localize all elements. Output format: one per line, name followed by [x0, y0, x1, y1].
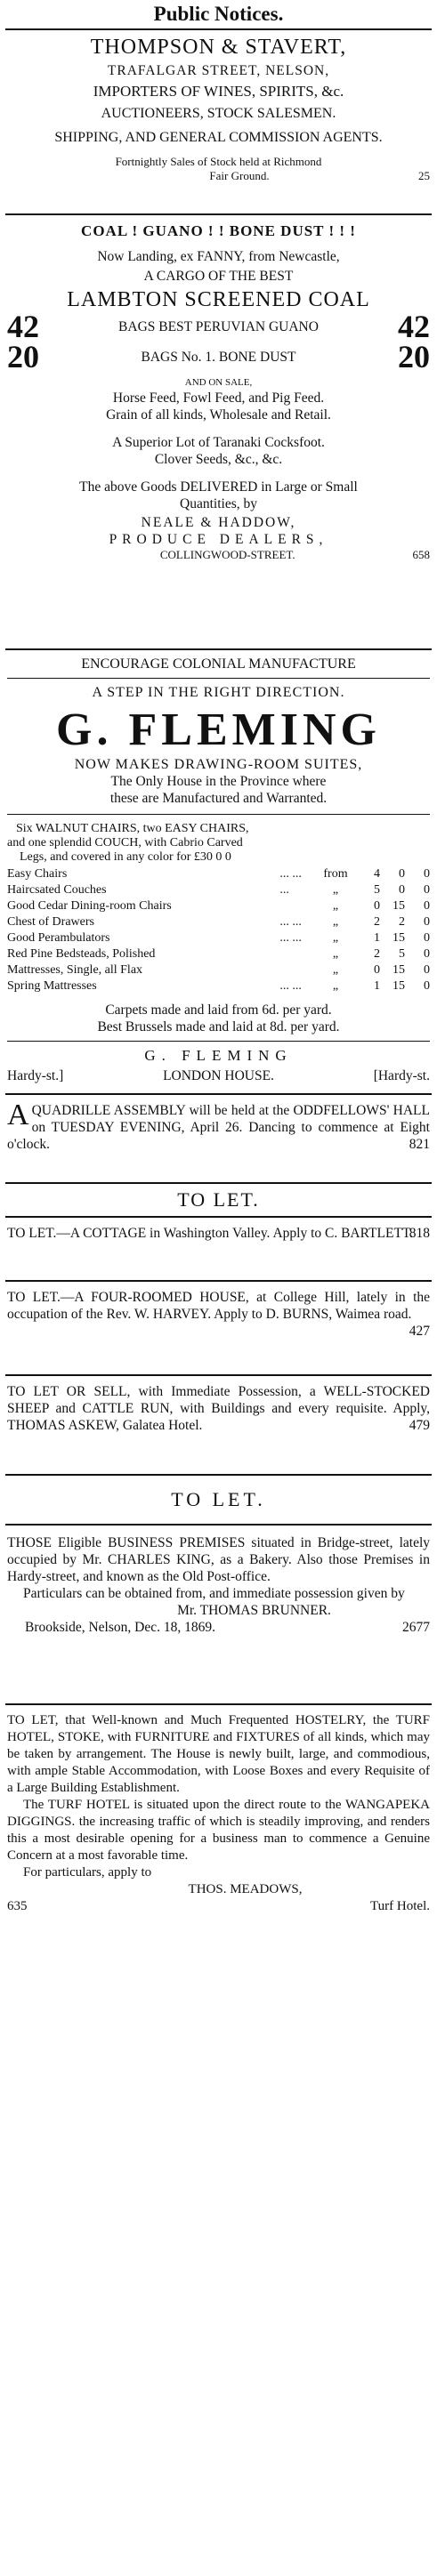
premises-text: THOSE Eligible BUSINESS PREMISES situated in Bridge-street, lately occupied by Mr. CHARLES KING, as a Bakery. Also those Premises in Hardy-street, and known as the Old Post-office. [7, 1535, 430, 1584]
firm-importers: IMPORTERS OF WINES, SPIRITS, &c. [93, 83, 344, 100]
price-pence: 0 [424, 931, 430, 945]
price-shillings: 15 [392, 899, 405, 913]
price-shillings: 15 [392, 979, 405, 993]
guano-row [7, 311, 430, 342]
cocksfoot-line: A Superior Lot of Taranaki Cocksfoot. [112, 435, 325, 450]
turf-hotel-ad [5, 1705, 432, 1919]
price-row [7, 930, 430, 946]
firm-auctioneers: AUCTIONEERS, STOCK SALESMEN. [101, 106, 336, 121]
section-title: Public Notices. [153, 3, 284, 25]
street-row [7, 548, 430, 562]
bone-row [7, 339, 430, 374]
price-pounds: 1 [374, 979, 380, 993]
item-dots: ... ... [279, 979, 302, 993]
price-row [7, 914, 430, 930]
ad-ref-number: 821 [409, 1137, 430, 1152]
london-house-row [7, 1067, 430, 1084]
ad-ref-number: 25 [418, 169, 430, 182]
item-dots [279, 962, 316, 978]
item-dots [279, 898, 316, 914]
item-name: Spring Mattresses [7, 979, 97, 993]
manufactured-line: these are Manufactured and Warranted. [109, 791, 328, 806]
ad-ref-number: 427 [409, 1324, 430, 1339]
item-qualifier: „ [332, 947, 339, 961]
grain-line: Grain of all kinds, Wholesale and Retail. [106, 407, 331, 423]
item-qualifier: „ [332, 963, 339, 977]
four-roomed-house-ad [5, 1282, 432, 1374]
price-shillings: 2 [399, 915, 405, 929]
item-name: Mattresses, Single, all Flax [7, 963, 143, 977]
firm-name-2: NEALE & HADDOW, [141, 515, 296, 530]
item-name: Good Perambulators [7, 931, 110, 945]
price-pounds: 0 [374, 963, 380, 977]
london-house: LONDON HOUSE. [163, 1068, 274, 1083]
landing-line: Now Landing, ex FANNY, from Newcastle, [97, 249, 340, 264]
neale-haddow-ad [5, 215, 432, 648]
only-house-line: The Only House in the Province where [110, 774, 327, 789]
sheep-run-text: TO LET OR SELL, with Immediate Possession, a WELL-STOCKED SHEEP and CATTLE RUN, with Buildings and every requisite. Apply, THOMAS ASKEW, Galatea Hotel. [7, 1384, 430, 1433]
price-row [7, 946, 430, 962]
price-shillings: 0 [399, 883, 405, 897]
item-name: Haircsated Couches [7, 883, 107, 897]
fleming-signature: G. FLEMING [144, 1047, 293, 1064]
divider [7, 814, 430, 815]
ad-ref-number: 635 [7, 1899, 28, 1913]
item-qualifier: „ [332, 899, 339, 913]
firm-address: TRAFALGAR STREET, NELSON, [107, 63, 330, 78]
fleming-name: G. FLEMING [56, 704, 381, 755]
guano-line: BAGS BEST PERUVIAN GUANO [118, 318, 319, 334]
house-text: TO LET.—A FOUR-ROOMED HOUSE, at College Hill, lately in the occupation of the Rev. W. HARVEY. Apply to D. BURNS, Waimea road. [7, 1290, 430, 1322]
sheep-run-ad [5, 1376, 432, 1474]
coal-line: LAMBTON SCREENED COAL [67, 288, 370, 311]
firm-shipping: SHIPPING, AND GENERAL COMMISSION AGENTS. [54, 130, 383, 145]
price-pence: 0 [424, 979, 430, 993]
fleming-ad [5, 650, 432, 1093]
price-row [7, 882, 430, 898]
item-qualifier: „ [332, 915, 339, 929]
price-pounds: 5 [374, 883, 380, 897]
brussels-line: Best Brussels made and laid at 8d. per yard. [97, 1019, 340, 1034]
thompson-stavert-ad [5, 30, 432, 213]
price-list [7, 866, 430, 994]
item-name: Easy Chairs [7, 867, 68, 881]
item-qualifier: „ [332, 979, 339, 993]
price-pounds: 0 [374, 899, 380, 913]
cottage-ad [5, 1218, 432, 1280]
price-shillings: 15 [392, 931, 405, 945]
delivered-line: The above Goods DELIVERED in Large or Small [79, 479, 358, 495]
carpets-line: Carpets made and laid from 6d. per yard. [105, 1002, 332, 1018]
divider [7, 1041, 430, 1042]
firm-sales-note: Fortnightly Sales of Stock held at Richmond [115, 155, 322, 168]
turf-text-3: For particulars, apply to [23, 1865, 152, 1880]
suite-line-1: Six WALNUT CHAIRS, two EASY CHAIRS, [16, 822, 249, 835]
ad-ref-number: 818 [409, 1226, 430, 1241]
hardy-right: [Hardy-st. [373, 1068, 430, 1083]
suite-line-2: and one splendid COUCH, with Cabrio Carved [7, 836, 243, 849]
hardy-left: Hardy-st.] [7, 1068, 64, 1083]
turf-text: TO LET, that Well-known and Much Frequented HOSTELRY, the TURF HOTEL, STOKE, with FURNITURE and FIXTURES of all kinds, which may be taken by arrangement. The House is newly built, large, and commodious, with ample Stable Accommodation, with Loose Boxes and every Requisite of a Large Building Establishment. [7, 1713, 430, 1795]
street-line: COLLINGWOOD-STREET. [159, 548, 295, 561]
encourage-line: ENCOURAGE COLONIAL MANUFACTURE [81, 656, 356, 672]
clover-line: Clover Seeds, &c., &c. [154, 452, 283, 467]
price-row [7, 866, 430, 882]
quadrille-text: QUADRILLE ASSEMBLY will be held at the ODDFELLOWS' HALL on TUESDAY EVENING, April 26. Dancing to commence at Eight o'clock. [7, 1103, 430, 1152]
item-dots [279, 946, 316, 962]
price-pounds: 1 [374, 931, 380, 945]
price-pence: 0 [424, 963, 430, 977]
premises-text-2: Particulars can be obtained from, and immediate possession given by [23, 1586, 405, 1601]
firm-name: THOMPSON & STAVERT, [90, 36, 347, 59]
to-let-heading: TO LET. [177, 1188, 260, 1211]
turf-foot-row [7, 1898, 430, 1915]
price-pence: 0 [424, 947, 430, 961]
suite-line-3: Legs, and covered in any color for £30 0 0 [20, 850, 231, 864]
guano-qty-right: 42 [397, 309, 430, 344]
price-pounds: 2 [374, 915, 380, 929]
item-dots: ... ... [279, 915, 302, 929]
brookside-line: Brookside, Nelson, Dec. 18, 1869. [25, 1620, 215, 1635]
price-row [7, 898, 430, 914]
cargo-line: A CARGO OF THE BEST [143, 269, 294, 284]
meadows-signature: THOS. MEADOWS, [188, 1882, 303, 1896]
to-let-heading-2: TO LET. [171, 1488, 266, 1510]
price-pence: 0 [424, 867, 430, 881]
firm-sales-row [7, 169, 430, 183]
turf-text-2: The TURF HOTEL is situated upon the direct route to the WANGAPEKA DIGGINGS. the increasing traffic of which is steadily improving, and renders this a most desirable opening for a business man to commence a Genuine Concern at a most favorable time. [7, 1798, 430, 1863]
item-qualifier: from [323, 867, 348, 881]
price-shillings: 15 [392, 963, 405, 977]
drop-cap: A [7, 1099, 29, 1131]
guano-qty-left: 42 [7, 309, 39, 344]
price-pounds: 4 [374, 867, 380, 881]
price-pence: 0 [424, 899, 430, 913]
ad-ref-number: 479 [409, 1418, 430, 1433]
brookside-row [7, 1619, 430, 1636]
item-dots: ... ... [279, 867, 302, 881]
divider [7, 678, 430, 679]
item-qualifier: „ [332, 931, 339, 945]
turf-hotel-place: Turf Hotel. [370, 1899, 430, 1913]
price-row [7, 978, 430, 994]
produce-dealers: PRODUCE DEALERS, [109, 532, 328, 547]
firm-sales-note-2: Fair Ground. [209, 169, 270, 182]
item-dots: ... ... [279, 931, 302, 945]
cottage-text: TO LET.—A COTTAGE in Washington Valley. Apply to C. BARTLETT. [7, 1226, 414, 1241]
price-pence: 0 [424, 915, 430, 929]
suite-offer [7, 822, 430, 865]
item-dots: ... [279, 883, 289, 897]
bone-line: BAGS No. 1. BONE DUST [141, 349, 296, 365]
step-line: A STEP IN THE RIGHT DIRECTION. [92, 685, 345, 700]
ad-ref-number: 658 [412, 548, 430, 561]
drawing-room-line: NOW MAKES DRAWING-ROOM SUITES, [74, 757, 363, 772]
item-name: Good Cedar Dining-room Chairs [7, 899, 172, 913]
on-sale-line: AND ON SALE, [184, 377, 253, 388]
brunner-signature: Mr. THOMAS BRUNNER. [177, 1603, 331, 1618]
item-name: Chest of Drawers [7, 915, 94, 929]
price-row [7, 962, 430, 978]
quadrille-ad [5, 1095, 432, 1182]
item-qualifier: „ [332, 883, 339, 897]
coal-headline: COAL ! GUANO ! ! BONE DUST ! ! ! [81, 222, 356, 239]
bone-qty-right: 20 [398, 339, 430, 374]
ad-ref-number: 2677 [402, 1620, 430, 1635]
item-name: Red Pine Bedsteads, Polished [7, 947, 156, 961]
quantities-line: Quantities, by [180, 496, 257, 511]
bone-qty-left: 20 [7, 339, 39, 374]
price-shillings: 5 [399, 947, 405, 961]
price-pounds: 2 [374, 947, 380, 961]
price-pence: 0 [424, 883, 430, 897]
price-shillings: 0 [399, 867, 405, 881]
feed-line: Horse Feed, Fowl Feed, and Pig Feed. [112, 390, 325, 406]
business-premises-ad [5, 1525, 432, 1703]
